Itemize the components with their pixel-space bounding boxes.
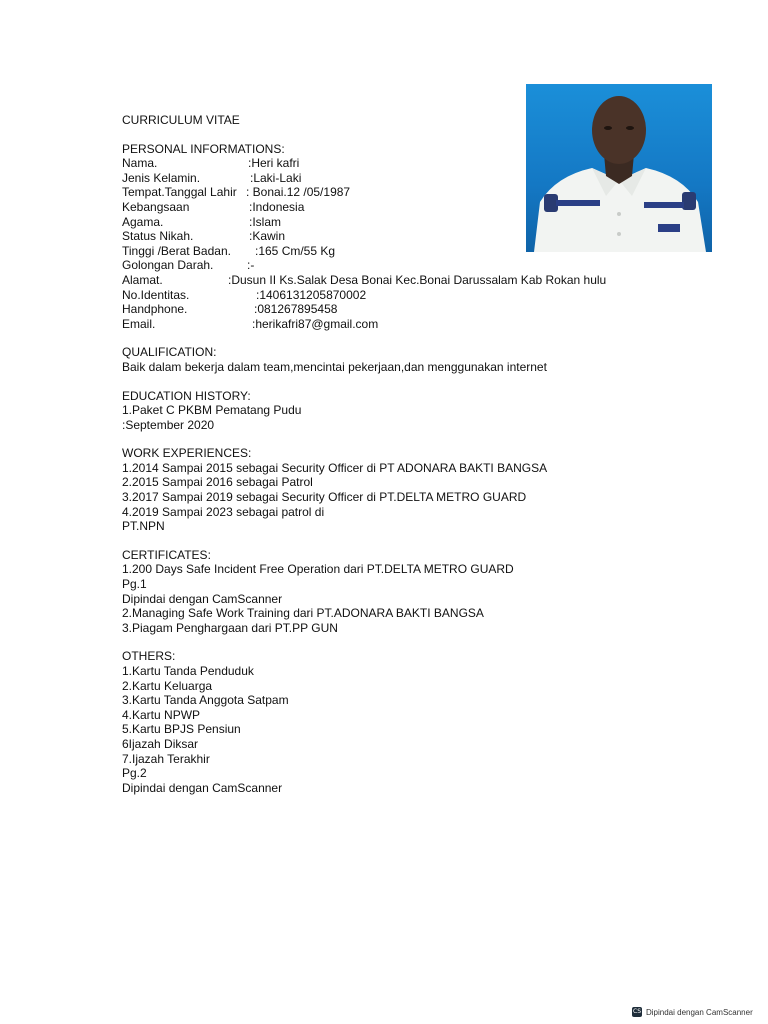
- work-line: 2.2015 Sampai 2016 sebagai Patrol: [122, 475, 313, 490]
- field-jenis-kelamin: [122, 171, 642, 186]
- footer-text: Dipindai dengan CamScanner: [646, 1007, 753, 1017]
- certificate-line: 3.Piagam Penghargaan dari PT.PP GUN: [122, 620, 338, 635]
- others-line: 5.Kartu BPJS Pensiun: [122, 722, 241, 737]
- field-label: Handphone.: [122, 302, 188, 317]
- field-value: :herikafri87@gmail.com: [252, 316, 379, 331]
- work-line: 1.2014 Sampai 2015 sebagai Security Officer di PT ADONARA BAKTI BANGSA: [122, 460, 548, 475]
- field-value: :165 Cm/55 Kg: [255, 243, 336, 258]
- qualification-heading: QUALIFICATION:: [122, 345, 217, 360]
- field-value: :Islam: [249, 214, 282, 229]
- qualification-text: Baik dalam bekerja dalam team,mencintai pekerjaan,dan menggunakan internet: [122, 359, 547, 374]
- field-label: Jenis Kelamin.: [122, 170, 201, 185]
- camscanner-footer: [632, 1005, 760, 1019]
- field-label: Status Nikah.: [122, 229, 194, 244]
- certificate-line: Pg.1: [122, 577, 147, 592]
- field-label: Tempat.Tanggal Lahir: [122, 185, 237, 200]
- field-value: :Kawin: [249, 229, 286, 244]
- certificate-line: 1.200 Days Safe Incident Free Operation dari PT.DELTA METRO GUARD: [122, 562, 514, 577]
- field-value: :Heri kafri: [248, 156, 300, 171]
- certificates-heading: CERTIFICATES:: [122, 547, 211, 562]
- field-value: :Laki-Laki: [250, 170, 302, 185]
- field-label: Email.: [122, 316, 156, 331]
- others-line: 4.Kartu NPWP: [122, 707, 201, 722]
- others-line: Dipindai dengan CamScanner: [122, 780, 283, 795]
- field-label: Agama.: [122, 214, 164, 229]
- field-value: :-: [247, 258, 255, 273]
- field-value: :Dusun II Ks.Salak Desa Bonai Kec.Bonai Darussalam Kab Rokan hulu: [228, 272, 607, 287]
- field-no-identitas: [122, 288, 642, 303]
- certificate-line: Dipindai dengan CamScanner: [122, 591, 283, 606]
- certificate-line: 2.Managing Safe Work Training dari PT.ADONARA BAKTI BANGSA: [122, 606, 484, 621]
- others-line: 7.Ijazah Terakhir: [122, 751, 210, 766]
- camscanner-icon: CS: [633, 1008, 641, 1015]
- field-label: Alamat.: [122, 272, 163, 287]
- field-nama: [122, 156, 642, 171]
- field-agama: [122, 215, 642, 230]
- field-handphone: [122, 302, 642, 317]
- field-status-nikah: [122, 229, 642, 244]
- others-line: 1.Kartu Tanda Penduduk: [122, 664, 254, 678]
- field-value: :1406131205870002: [256, 287, 367, 302]
- others-line: 3.Kartu Tanda Anggota Satpam: [122, 693, 289, 708]
- field-label: Golongan Darah.: [122, 258, 214, 273]
- work-heading: WORK EXPERIENCES:: [122, 446, 252, 461]
- others-line: Pg.2: [122, 766, 147, 781]
- field-value: :081267895458: [254, 302, 338, 317]
- others-line: 2.Kartu Keluarga: [122, 678, 213, 693]
- field-label: Kebangsaan: [122, 199, 190, 214]
- field-value: : Bonai.12 /05/1987: [246, 185, 351, 200]
- education-line: :September 2020: [122, 417, 215, 432]
- field-value: :Indonesia: [249, 199, 305, 214]
- cv-document: [122, 113, 642, 795]
- field-label: Nama.: [122, 156, 158, 171]
- field-label: No.Identitas.: [122, 287, 190, 302]
- field-golongan-darah: [122, 258, 642, 273]
- field-label: Tinggi /Berat Badan.: [122, 243, 231, 258]
- education-heading: EDUCATION HISTORY:: [122, 388, 251, 403]
- personal-heading: PERSONAL INFORMATIONS:: [122, 141, 285, 156]
- cv-title: CURRICULUM VITAE: [122, 113, 240, 127]
- education-line: 1.Paket C PKBM Pematang Pudu: [122, 403, 302, 418]
- work-line: 4.2019 Sampai 2023 sebagai patrol di: [122, 504, 325, 519]
- field-tempat-tanggal-lahir: [122, 185, 642, 200]
- work-line: 3.2017 Sampai 2019 sebagai Security Officer di PT.DELTA METRO GUARD: [122, 490, 527, 505]
- others-line: 6Ijazah Diksar: [122, 736, 199, 751]
- field-tinggi-berat: [122, 244, 642, 259]
- field-kebangsaan: [122, 200, 642, 215]
- field-email: [122, 317, 642, 332]
- work-line: PT.NPN: [122, 519, 165, 534]
- others-heading: OTHERS:: [122, 649, 176, 664]
- field-alamat: [122, 273, 642, 288]
